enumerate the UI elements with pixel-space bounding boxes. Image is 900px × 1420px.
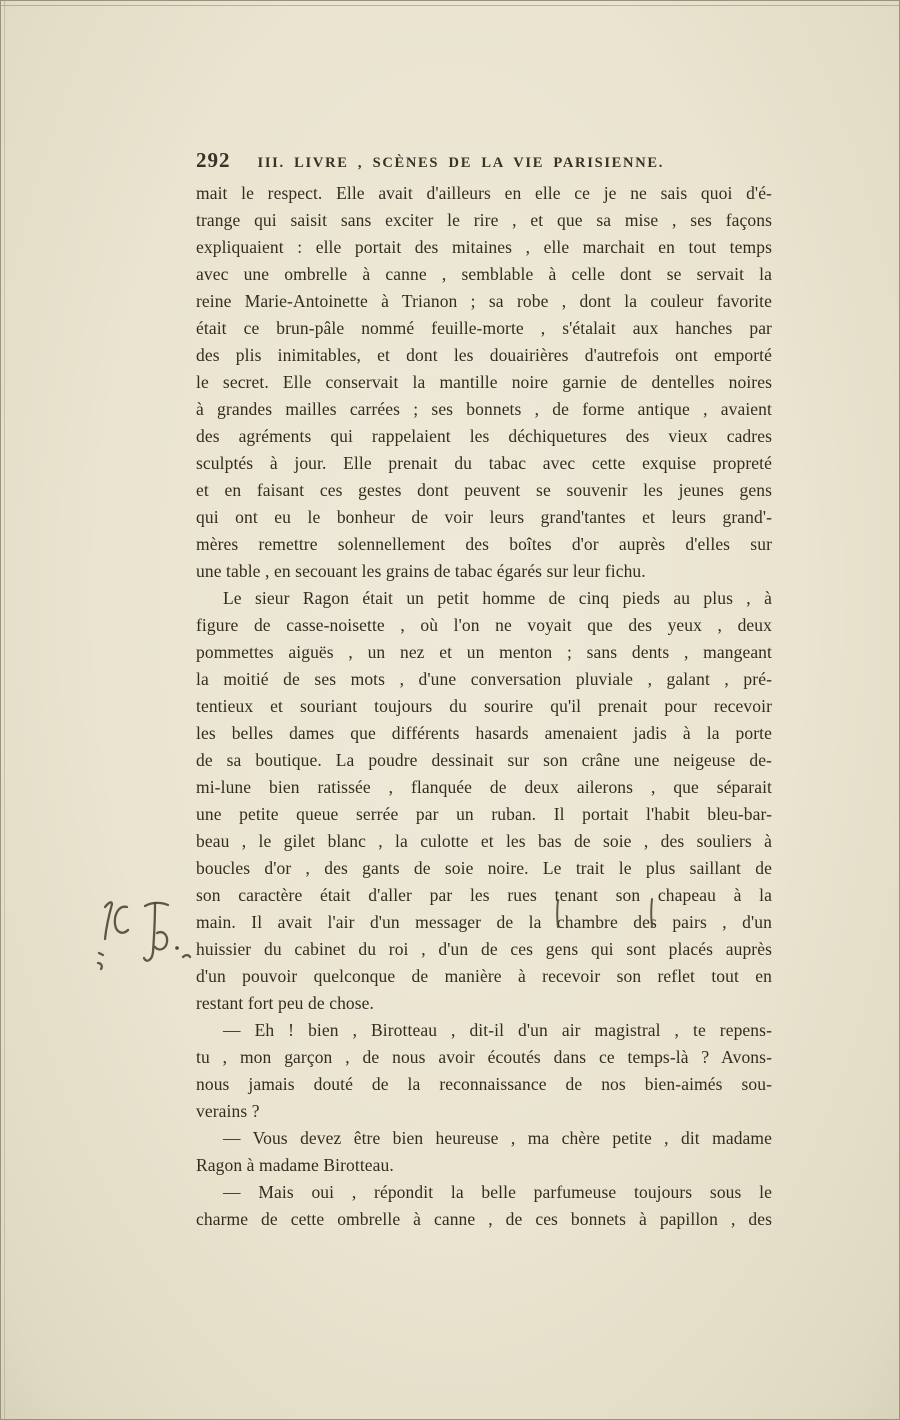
text-line: les belles dames que différents hasards amenaient jadis à la porte bbox=[196, 723, 772, 743]
text-line: à grandes mailles carrées ; ses bonnets , de forme antique , avaient bbox=[196, 399, 772, 419]
text-line: mait le respect. Elle avait d'ailleurs en elle ce je ne sais quoi d'é- bbox=[196, 183, 772, 203]
text-line: une table , en secouant les grains de tabac égarés sur leur fichu. bbox=[196, 561, 646, 581]
paragraph bbox=[196, 180, 772, 585]
text-line: restant fort peu de chose. bbox=[196, 993, 375, 1013]
text-line: tu , mon garçon , de nous avoir écoutés dans ce temps-là ? Avons- bbox=[196, 1047, 772, 1067]
paragraph bbox=[196, 1125, 772, 1179]
text-line: une petite queue serrée par un ruban. Il portait l'habit bleu-bar- bbox=[196, 804, 772, 824]
text-line: — Vous devez être bien heureuse , ma chère petite , dit madame bbox=[223, 1128, 772, 1148]
text-line: avec une ombrelle à canne , semblable à celle dont se servait la bbox=[196, 264, 772, 284]
text-block bbox=[196, 180, 772, 1233]
scan-edge-left bbox=[4, 1, 5, 1419]
paragraph bbox=[196, 1017, 772, 1125]
scan-edge-top bbox=[1, 5, 899, 6]
text-line: son caractère était d'aller par les rues tenant son chapeau à la bbox=[196, 885, 772, 905]
text-line: main. Il avait l'air d'un messager de la chambre des pairs , d'un bbox=[196, 912, 772, 932]
text-line: qui ont eu le bonheur de voir leurs grand'tantes et leurs grand'- bbox=[196, 507, 772, 527]
text-line: pommettes aiguës , un nez et un menton ; sans dents , mangeant bbox=[196, 642, 772, 662]
text-line: le secret. Elle conservait la mantille noire garnie de dentelles noires bbox=[196, 372, 772, 392]
text-line: était ce brun-pâle nommé feuille-morte , s'étalait aux hanches par bbox=[196, 318, 772, 338]
text-line: verains ? bbox=[196, 1101, 260, 1121]
text-line: — Eh ! bien , Birotteau , dit-il d'un air magistral , te repens- bbox=[223, 1020, 772, 1040]
running-header: III. LIVRE , SCÈNES DE LA VIE PARISIENNE. bbox=[257, 155, 665, 171]
text-line: trange qui saisit sans exciter le rire , et que sa mise , ses façons bbox=[196, 210, 772, 230]
text-line: tentieux et souriant toujours du sourire qu'il prenait pour recevoir bbox=[196, 696, 772, 716]
page-header bbox=[196, 148, 774, 173]
text-line: mi-lune bien ratissée , flanquée de deux ailerons , que séparait bbox=[196, 777, 772, 797]
text-line: boucles d'or , des gants de soie noire. Le trait le plus saillant de bbox=[196, 858, 772, 878]
text-line: Ragon à madame Birotteau. bbox=[196, 1155, 394, 1175]
text-line: charme de cette ombrelle à canne , de ces bonnets à papillon , des bbox=[196, 1209, 772, 1229]
text-line: sculptés à jour. Elle prenait du tabac avec cette exquise propreté bbox=[196, 453, 772, 473]
paragraph bbox=[196, 1179, 772, 1233]
text-line: et en faisant ces gestes dont peuvent se souvenir les jeunes gens bbox=[196, 480, 772, 500]
text-line: huissier du cabinet du roi , d'un de ces gens qui sont placés auprès bbox=[196, 939, 772, 959]
margin-annotation-ink bbox=[89, 893, 201, 993]
text-line: figure de casse-noisette , où l'on ne voyait que des yeux , deux bbox=[196, 615, 772, 635]
text-line: Le sieur Ragon était un petit homme de cinq pieds au plus , à bbox=[223, 588, 772, 608]
text-line: d'un pouvoir quelconque de manière à recevoir son reflet tout en bbox=[196, 966, 772, 986]
paragraph bbox=[196, 585, 772, 1017]
text-line: mères remettre solennellement des boîtes d'or auprès d'elles sur bbox=[196, 534, 772, 554]
text-line: nous jamais douté de la reconnaissance de nos bien-aimés sou- bbox=[196, 1074, 772, 1094]
text-line: reine Marie-Antoinette à Trianon ; sa robe , dont la couleur favorite bbox=[196, 291, 772, 311]
text-line: la moitié de ses mots , d'une conversation pluviale , galant , pré- bbox=[196, 669, 772, 689]
page-number: 292 bbox=[196, 148, 231, 172]
text-line: de sa boutique. La poudre dessinait sur son crâne une neigeuse de- bbox=[196, 750, 772, 770]
text-line: expliquaient : elle portait des mitaines , elle marchait en tout temps bbox=[196, 237, 772, 257]
text-line: des agréments qui rappelaient les déchiquetures des vieux cadres bbox=[196, 426, 772, 446]
text-line: des plis inimitables, et dont les douairières d'autrefois ont emporté bbox=[196, 345, 772, 365]
text-line: beau , le gilet blanc , la culotte et les bas de soie , des souliers à bbox=[196, 831, 772, 851]
text-line: — Mais oui , répondit la belle parfumeuse toujours sous le bbox=[223, 1182, 772, 1202]
